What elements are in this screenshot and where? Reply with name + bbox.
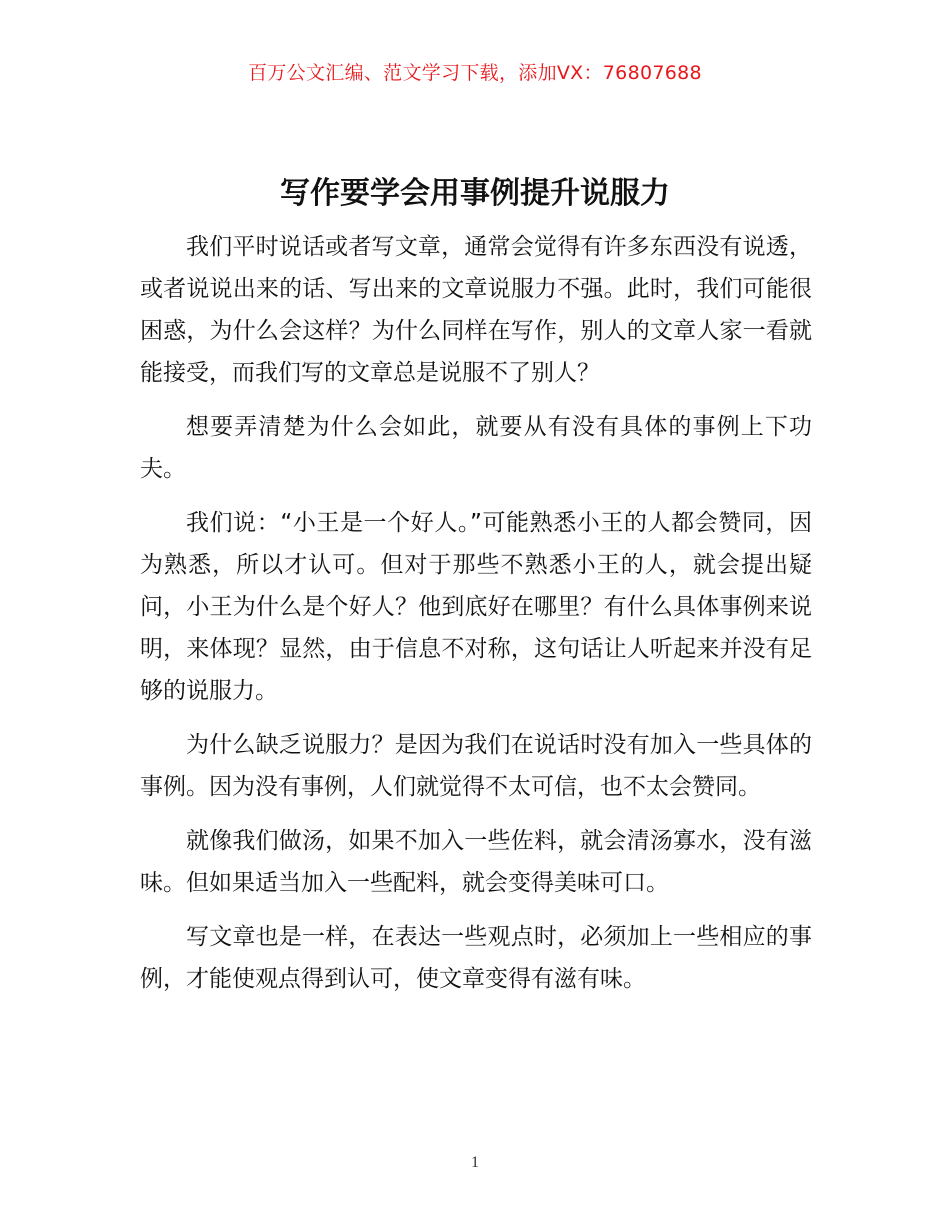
paragraph-4: 为什么缺乏说服力？是因为我们在说话时没有加入一些具体的事例。因为没有事例，人们就觉得不太可信，也不太会赞同。 bbox=[140, 732, 812, 800]
paragraph-5: 就像我们做汤，如果不加入一些佐料，就会清汤寡水，没有滋味。但如果适当加入一些配料，就会变得美味可口。 bbox=[140, 828, 812, 896]
paragraph-3: 我们说：“小王是一个好人。”可能熟悉小王的人都会赞同，因为熟悉，所以才认可。但对于那些不熟悉小王的人，就会提出疑问，小王为什么是个好人？他到底好在哪里？有什么具体事例来说明，来体现？显然，由于信息不对称，这句话让人听起来并没有足够的说服力。 bbox=[140, 510, 812, 704]
header-promo-note: 百万公文汇编、范文学习下载，添加VX：76807688 bbox=[248, 62, 702, 84]
paragraph-6: 写文章也是一样，在表达一些观点时，必须加上一些相应的事例，才能使观点得到认可，使文章变得有滋有味。 bbox=[140, 924, 812, 992]
paragraph-1: 我们平时说话或者写文章，通常会觉得有许多东西没有说透，或者说说出来的话、写出来的文章说服力不强。此时，我们可能很困惑，为什么会这样？为什么同样在写作，别人的文章人家一看就能接受，而我们写的文章总是说服不了别人？ bbox=[140, 234, 812, 386]
document-body bbox=[140, 226, 812, 1012]
document-title: 写作要学会用事例提升说服力 bbox=[280, 176, 670, 211]
paragraph-2: 想要弄清楚为什么会如此，就要从有没有具体的事例上下功夫。 bbox=[140, 414, 812, 482]
page-number: 1 bbox=[471, 1154, 479, 1171]
